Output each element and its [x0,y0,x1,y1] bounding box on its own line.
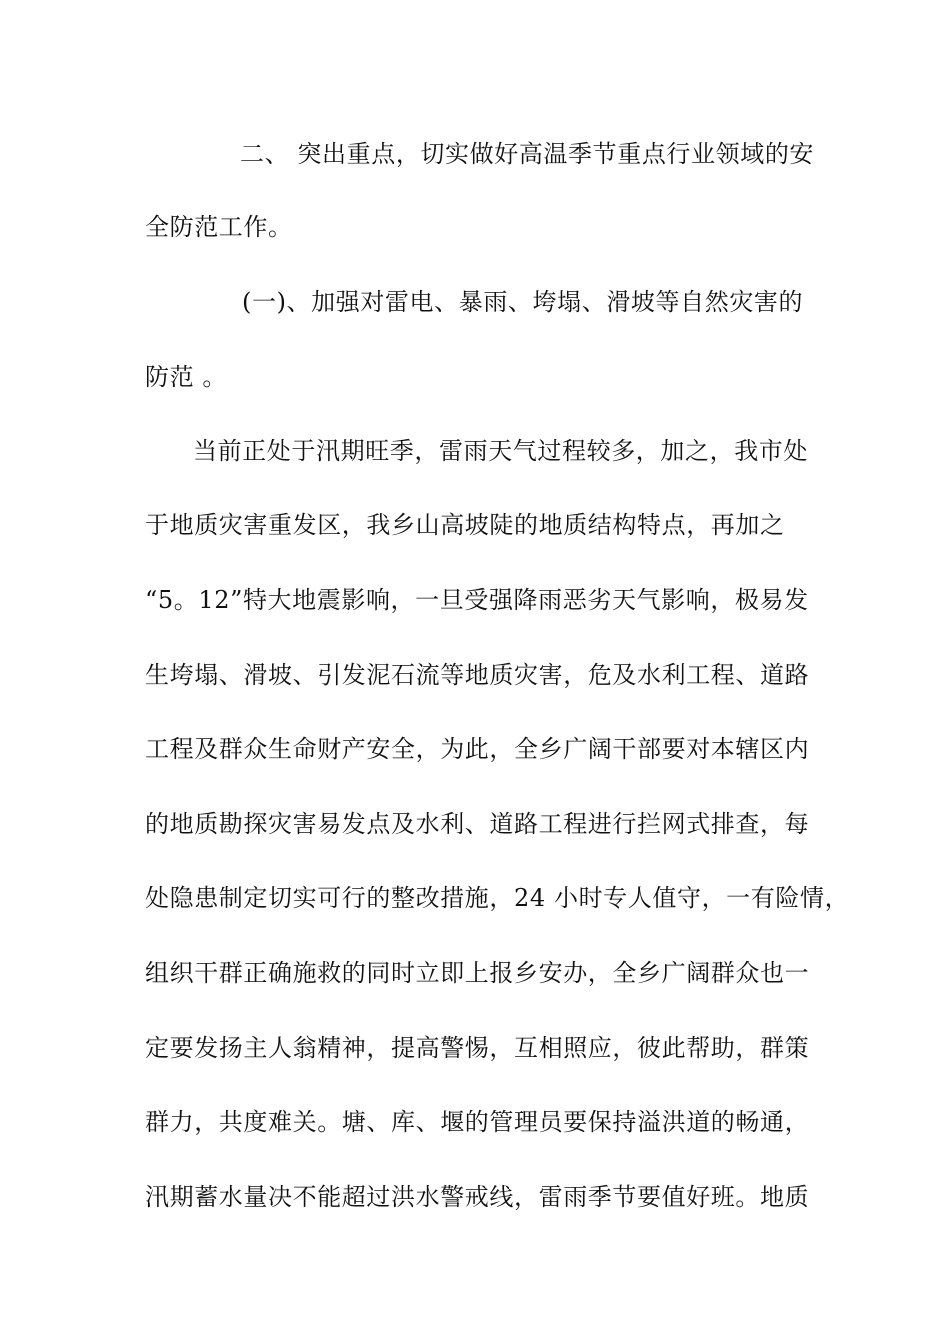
body-line-11: 汛期蓄水量决不能超过洪水警戒线，雷雨季节要值好班。地质 [145,1183,810,1211]
body-line-3: “5。12”特大地震影响，一旦受强降雨恶劣天气影响，极易发 [145,586,809,614]
body-line-8: 组织干群正确施救的同时立即上报乡安办，全乡广阔群众也一 [145,959,810,987]
body-line-5: 工程及群众生命财产安全，为此，全乡广阔干部要对本辖区内 [145,735,810,763]
section-heading-line-2: 全防范工作。 [145,213,293,241]
body-line-7: 处隐患制定切实可行的整改措施，24 小时专人值守，一有险情， [145,884,850,912]
body-line-1: 当前正处于汛期旺季，雷雨天气过程较多，加之，我市处 [193,437,808,465]
subsection-heading-line-2: 防范 。 [145,363,228,391]
body-line-6: 的地质勘探灾害易发点及水利、道路工程进行拦网式排查，每 [145,810,810,838]
section-heading-line-1: 二、 突出重点，切实做好高温季节重点行业领域的安 [240,140,815,168]
body-line-9: 定要发扬主人翁精神，提高警惕，互相照应，彼此帮助，群策 [145,1034,810,1062]
body-line-4: 生垮塌、滑坡、引发泥石流等地质灾害，危及水利工程、道路 [145,661,810,689]
subsection-heading-line-1: (一)、加强对雷电、暴雨、垮塌、滑坡等自然灾害的 [242,288,804,316]
body-line-2: 于地质灾害重发区，我乡山高坡陡的地质结构特点，再加之 [145,511,785,539]
body-line-10: 群力，共度难关。塘、库、堰的管理员要保持溢洪道的畅通， [145,1108,810,1136]
